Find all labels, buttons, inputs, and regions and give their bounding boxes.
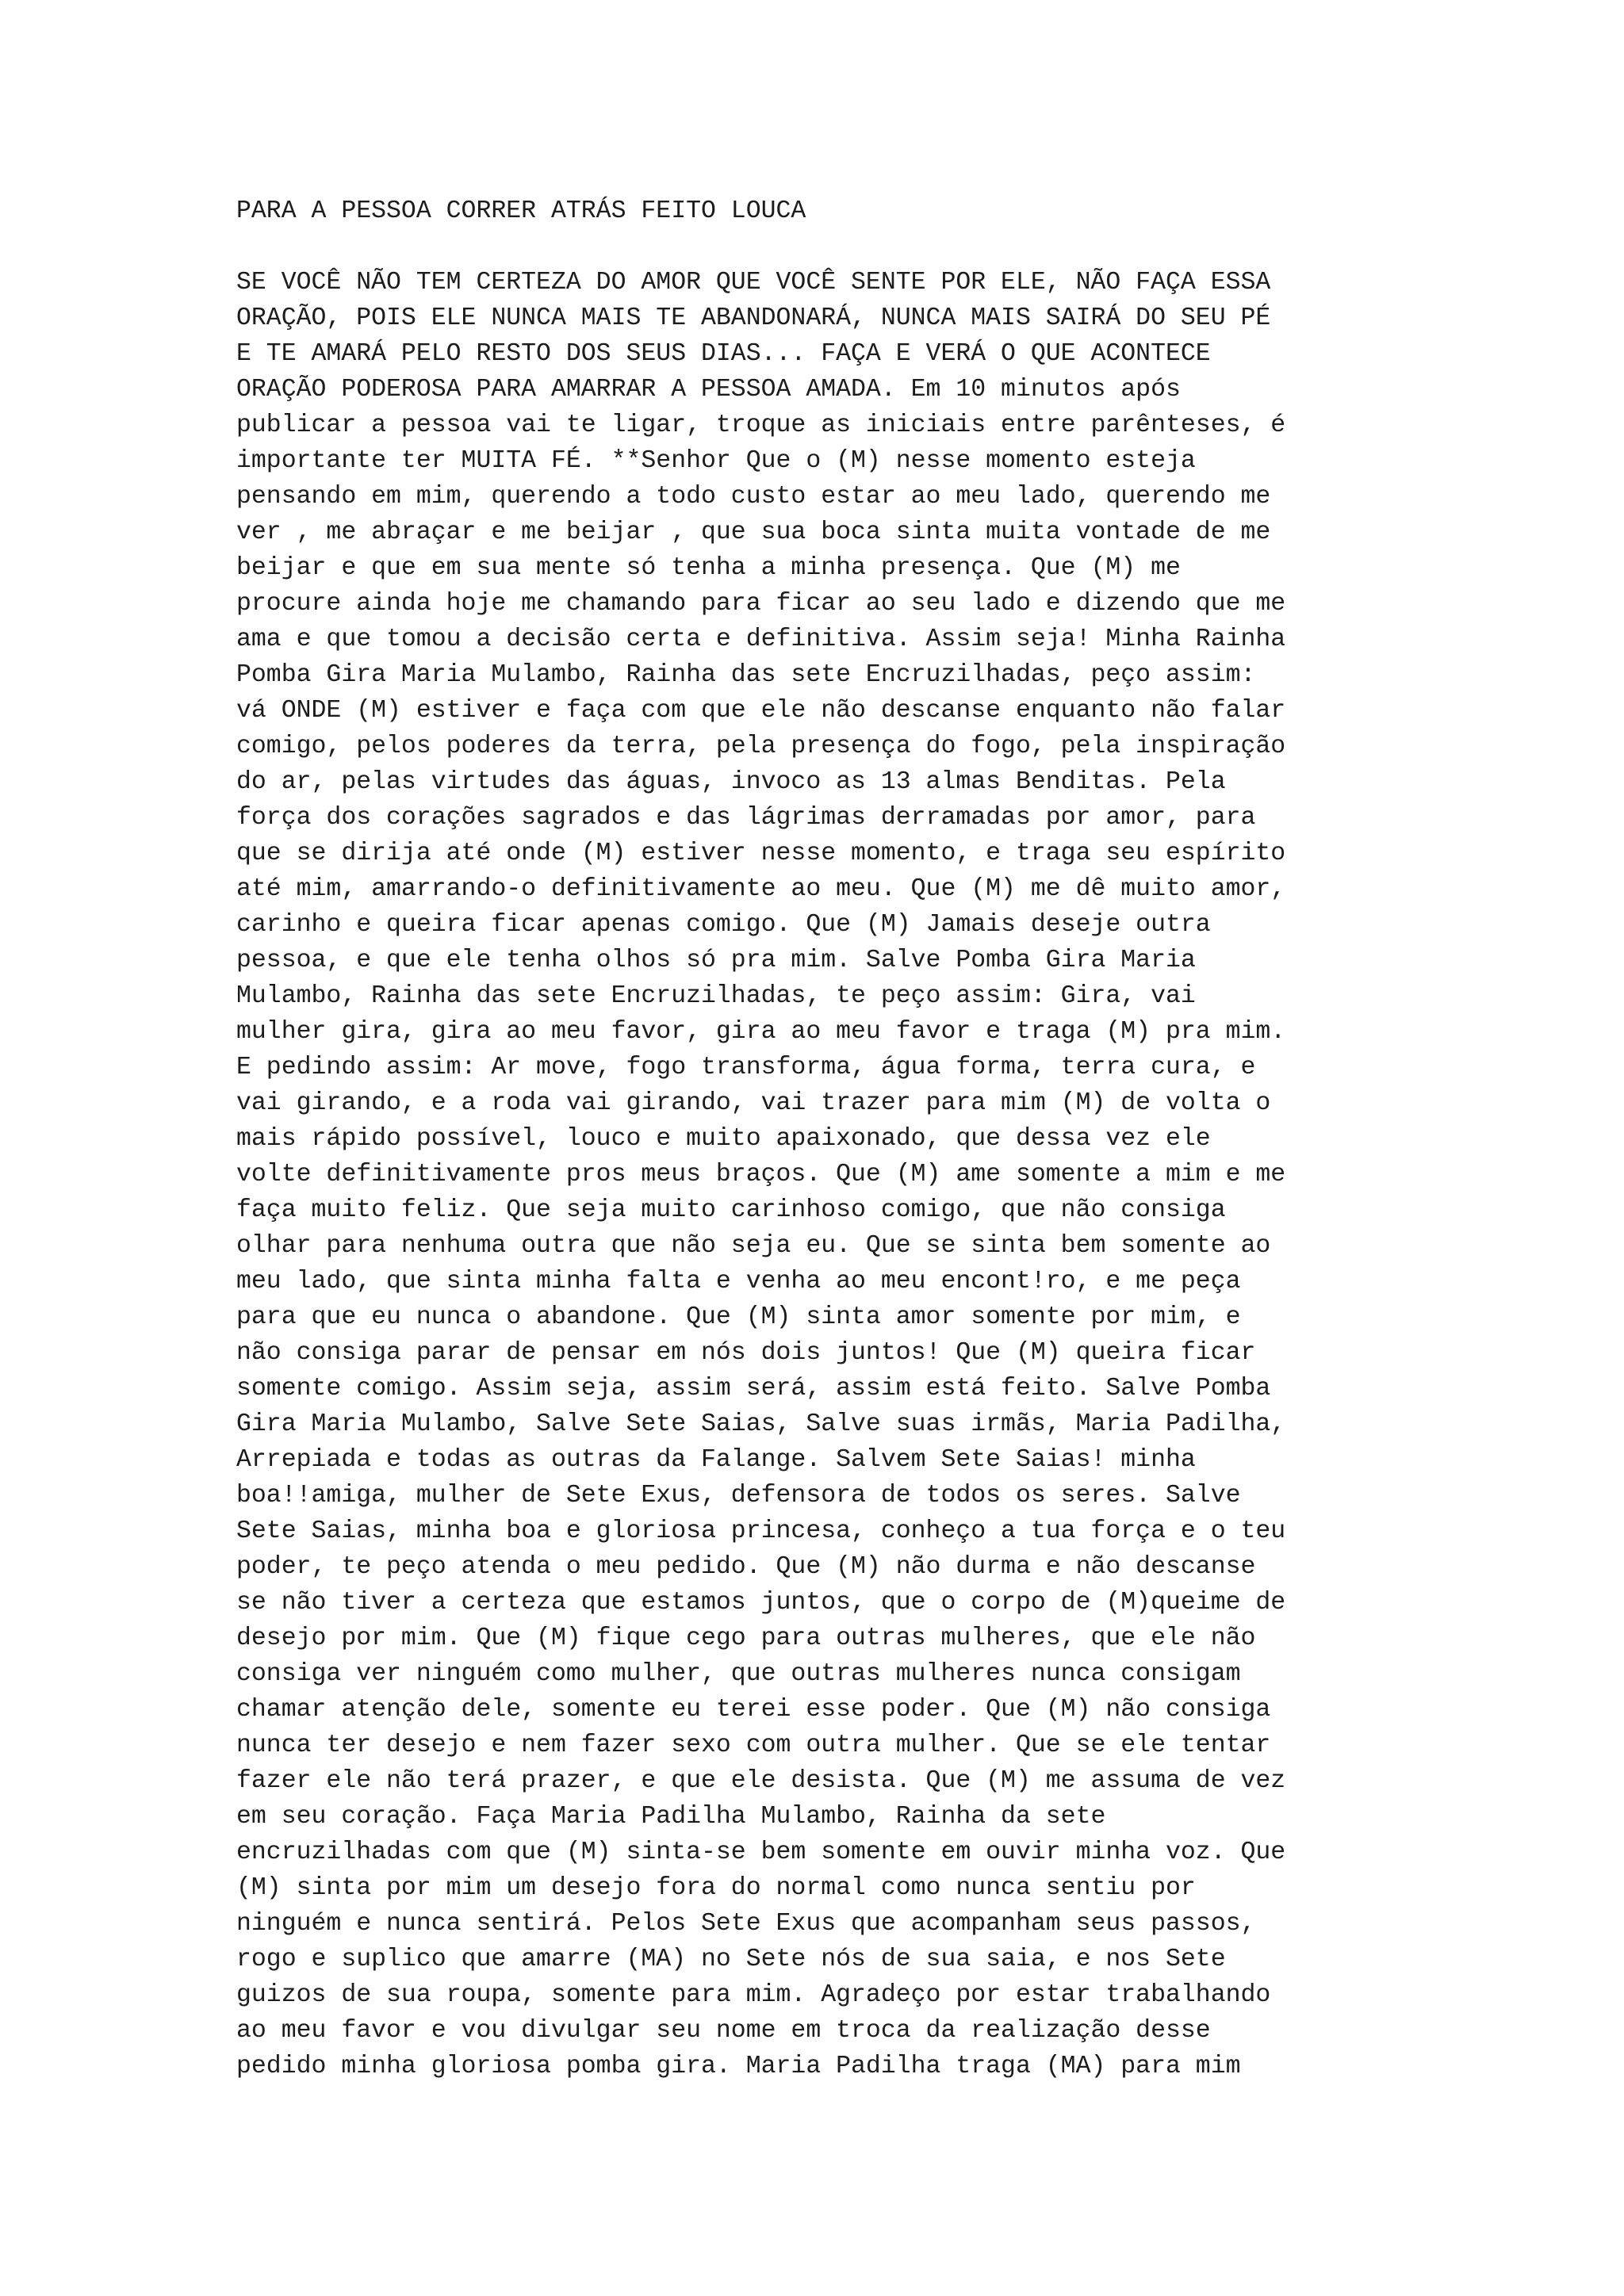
body-text-line: se não tiver a certeza que estamos juntos, que o corpo de (M)queime de <box>236 1589 1286 1617</box>
body-text-line: Mulambo, Rainha das sete Encruzilhadas, te peço assim: Gira, vai <box>236 982 1196 1010</box>
body-text-line: ao meu favor e vou divulgar seu nome em troca da realização desse <box>236 2017 1211 2045</box>
body-text-line: chamar atenção dele, somente eu terei esse poder. Que (M) não consiga <box>236 1696 1271 1724</box>
body-text-line: Sete Saias, minha boa e gloriosa princesa, conheço a tua força e o teu <box>236 1517 1286 1545</box>
body-text-line: vá ONDE (M) estiver e faça com que ele não descanse enquanto não falar <box>236 697 1286 725</box>
body-text-line: ORAÇÃO PODEROSA PARA AMARRAR A PESSOA AMADA. Em 10 minutos após <box>236 376 1181 404</box>
document-title: PARA A PESSOA CORRER ATRÁS FEITO LOUCA <box>236 197 806 225</box>
body-text-line: faça muito feliz. Que seja muito carinhoso comigo, que não consiga <box>236 1196 1226 1224</box>
body-text-line: até mim, amarrando-o definitivamente ao meu. Que (M) me dê muito amor, <box>236 875 1286 903</box>
body-text-line: volte definitivamente pros meus braços. Que (M) ame somente a mim e me <box>236 1161 1286 1188</box>
body-text-line: pedido minha gloriosa pomba gira. Maria Padilha traga (MA) para mim <box>236 2053 1241 2080</box>
body-text-line: que se dirija até onde (M) estiver nesse momento, e traga seu espírito <box>236 840 1286 867</box>
body-text-line: vai girando, e a roda vai girando, vai trazer para mim (M) de volta o <box>236 1089 1271 1117</box>
body-text-line: em seu coração. Faça Maria Padilha Mulambo, Rainha da sete <box>236 1803 1106 1831</box>
body-text-line: ama e que tomou a decisão certa e definitiva. Assim seja! Minha Rainha <box>236 626 1286 653</box>
body-text-line: meu lado, que sinta minha falta e venha ao meu encont!ro, e me peça <box>236 1268 1241 1295</box>
body-text-line: beijar e que em sua mente só tenha a minha presença. Que (M) me <box>236 554 1181 582</box>
body-text-line: mulher gira, gira ao meu favor, gira ao meu favor e traga (M) pra mim. <box>236 1018 1286 1046</box>
body-text-line: fazer ele não terá prazer, e que ele desista. Que (M) me assuma de vez <box>236 1767 1286 1795</box>
body-text-line: consiga ver ninguém como mulher, que outras mulheres nunca consigam <box>236 1660 1241 1688</box>
body-text-line: (M) sinta por mim um desejo fora do normal como nunca sentiu por <box>236 1874 1196 1902</box>
body-text-line: encruzilhadas com que (M) sinta-se bem somente em ouvir minha voz. Que <box>236 1839 1286 1866</box>
body-text-line: ninguém e nunca sentirá. Pelos Sete Exus que acompanham seus passos, <box>236 1910 1256 1938</box>
body-text-line: pessoa, e que ele tenha olhos só pra mim. Salve Pomba Gira Maria <box>236 947 1196 974</box>
body-text-line: publicar a pessoa vai te ligar, troque as iniciais entre parênteses, é <box>236 411 1286 439</box>
body-text-line: Gira Maria Mulambo, Salve Sete Saias, Salve suas irmãs, Maria Padilha, <box>236 1410 1286 1438</box>
body-text-line: importante ter MUITA FÉ. **Senhor Que o (M) nesse momento esteja <box>236 447 1196 475</box>
body-text-line: mais rápido possível, louco e muito apaixonado, que dessa vez ele <box>236 1125 1211 1153</box>
body-text-line: somente comigo. Assim seja, assim será, assim está feito. Salve Pomba <box>236 1375 1271 1402</box>
body-text-line: pensando em mim, querendo a todo custo estar ao meu lado, querendo me <box>236 483 1271 511</box>
body-text-line: força dos corações sagrados e das lágrimas derramadas por amor, para <box>236 804 1256 832</box>
body-text-line: ver , me abraçar e me beijar , que sua boca sinta muita vontade de me <box>236 519 1271 546</box>
body-text-line: SE VOCÊ NÃO TEM CERTEZA DO AMOR QUE VOCÊ SENTE POR ELE, NÃO FAÇA ESSA <box>236 269 1271 297</box>
body-text-line: E TE AMARÁ PELO RESTO DOS SEUS DIAS... FAÇA E VERÁ O QUE ACONTECE <box>236 340 1211 368</box>
body-text-line: E pedindo assim: Ar move, fogo transforma, água forma, terra cura, e <box>236 1054 1256 1081</box>
body-text-line: nunca ter desejo e nem fazer sexo com outra mulher. Que se ele tentar <box>236 1732 1271 1759</box>
body-text-line: do ar, pelas virtudes das águas, invoco as 13 almas Benditas. Pela <box>236 768 1226 796</box>
body-text-line: Arrepiada e todas as outras da Falange. Salvem Sete Saias! minha <box>236 1446 1196 1474</box>
body-text-line: procure ainda hoje me chamando para ficar ao seu lado e dizendo que me <box>236 590 1286 618</box>
body-text-line: Pomba Gira Maria Mulambo, Rainha das sete Encruzilhadas, peço assim: <box>236 661 1256 689</box>
body-text-line: carinho e queira ficar apenas comigo. Que (M) Jamais deseje outra <box>236 911 1211 939</box>
body-text-line: comigo, pelos poderes da terra, pela presença do fogo, pela inspiração <box>236 733 1286 760</box>
body-text-line: desejo por mim. Que (M) fique cego para outras mulheres, que ele não <box>236 1624 1256 1652</box>
body-text-line: não consiga parar de pensar em nós dois juntos! Que (M) queira ficar <box>236 1339 1256 1367</box>
body-text-line: rogo e suplico que amarre (MA) no Sete nós de sua saia, e nos Sete <box>236 1946 1226 1973</box>
body-text-line: boa!!amiga, mulher de Sete Exus, defensora de todos os seres. Salve <box>236 1482 1241 1510</box>
body-text-line: guizos de sua roupa, somente para mim. Agradeço por estar trabalhando <box>236 1981 1271 2009</box>
document-body <box>236 265 1285 2084</box>
body-text-line: olhar para nenhuma outra que não seja eu. Que se sinta bem somente ao <box>236 1232 1271 1260</box>
body-text-line: ORAÇÃO, POIS ELE NUNCA MAIS TE ABANDONARÁ, NUNCA MAIS SAIRÁ DO SEU PÉ <box>236 304 1271 332</box>
body-text-line: poder, te peço atenda o meu pedido. Que (M) não durma e não descanse <box>236 1553 1256 1581</box>
body-text-line: para que eu nunca o abandone. Que (M) sinta amor somente por mim, e <box>236 1303 1241 1331</box>
